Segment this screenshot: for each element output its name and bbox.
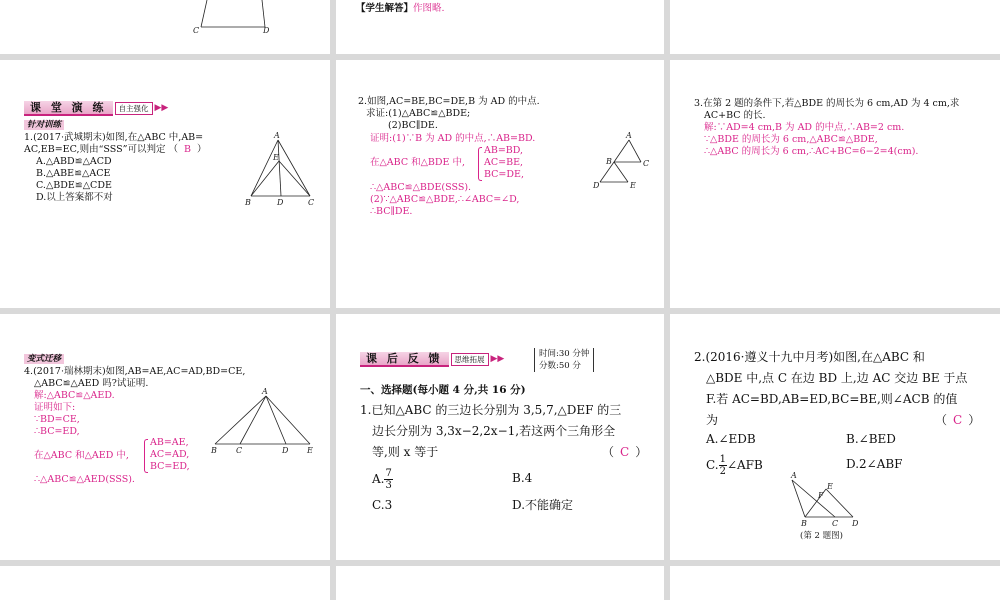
- fig-label-c: C: [643, 159, 650, 168]
- q2-option-b: B.∠BED: [846, 432, 896, 446]
- q1-option-c: C.3: [372, 498, 393, 512]
- q4-solution-3: ∵BD=CE,: [34, 414, 80, 425]
- q3-solution-3: ∴△ABC 的周长为 6 cm,∴AC+BC=6−2=4(cm).: [704, 146, 919, 157]
- fig-label-b: B: [245, 198, 251, 207]
- q4-line2: △ABC≌△AED 吗?试证明.: [34, 378, 149, 389]
- q4-cond-1: AB=AE,: [150, 437, 189, 448]
- slide-question-2-after: [670, 314, 1000, 560]
- q1-option-a: A.△ABD≌△ACD: [36, 156, 112, 167]
- fig-label-d: D: [277, 198, 284, 207]
- q1-option-d: D.以上答案都不对: [36, 192, 113, 203]
- q4-solution-4: ∴BC=ED,: [34, 426, 80, 437]
- q1-answer: B: [184, 144, 191, 155]
- option-c-prefix: C.: [706, 458, 719, 472]
- fig-label-d: D: [282, 446, 289, 455]
- q4-line1: 4.(2017·瑞林期末)如图,AB=AE,AC=AD,BD=CE,: [24, 366, 246, 377]
- slide-question-3: [670, 60, 1000, 308]
- student-answer-text: 作图略.: [413, 3, 445, 14]
- q1-figure: [0, 60, 330, 308]
- q1-option-b: B.△ABE≌△ACE: [36, 168, 111, 179]
- fig-label-c: C: [193, 26, 200, 35]
- q2-option-d: D.2∠ABF: [846, 457, 903, 471]
- q2-answer: C: [953, 413, 963, 427]
- fig-label-e: E: [827, 482, 833, 491]
- fig-label-d: D: [593, 181, 600, 190]
- q2-option-a: A.∠EDB: [706, 432, 756, 446]
- q1-line1: 1.(2017·武城期末)如图,在△ABC 中,AB=: [24, 132, 204, 143]
- slide-top-middle: [336, 0, 664, 54]
- q2-line4: 为: [706, 413, 719, 427]
- option-a-fraction: [384, 468, 392, 491]
- q2-proof-2: 在△ABC 和△BDE 中,: [370, 157, 465, 168]
- q2-line2: 求证:(1)△ABC≌△BDE;: [366, 108, 471, 119]
- fig-label-c: C: [236, 446, 243, 455]
- fig-label-e: E: [630, 181, 636, 190]
- q4-solution-1: 解:△ABC≌△AED.: [34, 390, 115, 401]
- q1-close: ）: [196, 144, 207, 155]
- time-score-box: [534, 348, 594, 372]
- top-left-figure: [0, 0, 330, 54]
- fig-label-d: D: [263, 26, 270, 35]
- q2-after-figure: [670, 314, 1000, 560]
- q2-proof-5: ∴BC∥DE.: [370, 206, 413, 217]
- q1-option-c: C.△BDE≌△CDE: [36, 180, 112, 191]
- q2-answer-bracket: （ C ）: [935, 413, 981, 427]
- heading-sub: 自主强化: [115, 102, 153, 115]
- fig-label-b: B: [211, 446, 217, 455]
- option-a-denominator: 3: [385, 480, 392, 491]
- slide-classroom-practice: [0, 60, 330, 308]
- q2-cond-3: BC=DE,: [484, 169, 524, 180]
- q2-proof-1: 证明:(1)∵B 为 AD 的中点,∴AB=BD.: [370, 133, 536, 144]
- variation-tag: 变式迁移: [24, 354, 64, 364]
- q2-line2: △BDE 中,点 C 在边 BD 上,边 AC 交边 BE 于点: [706, 371, 968, 385]
- arrow-icon: ▶▶: [490, 354, 505, 364]
- q4-figure: [0, 314, 330, 560]
- student-answer-line: [356, 3, 445, 15]
- option-c-suffix: ∠AFB: [726, 458, 763, 472]
- q3-solution-2: ∵△BDE 的周长为 6 cm,△ABC≌△BDE,: [704, 134, 878, 145]
- time-limit: 时间:30 分钟: [539, 349, 590, 359]
- q3-line2: AC+BC 的长.: [704, 110, 766, 121]
- q1-option-d: D.不能确定: [512, 498, 574, 512]
- slide-question-2: [336, 60, 664, 308]
- slide-bottom-left: [0, 566, 330, 600]
- q4-cond-2: AC=AD,: [150, 449, 190, 460]
- fig-label-a: A: [262, 387, 268, 396]
- score-total: 分数:50 分: [539, 361, 581, 371]
- q1-answer-bracket: （ C ）: [602, 445, 648, 459]
- fig-label-d: D: [852, 519, 859, 528]
- q2-proof-4: (2)∵△ABC≌△BDE,∴∠ABC=∠D,: [370, 194, 520, 205]
- q4-solution-6: ∴△ABC≌△AED(SSS).: [34, 474, 135, 485]
- q4-solution-5: 在△ABC 和△AED 中,: [34, 450, 129, 461]
- q2-line3: F.若 AC=BD,AB=ED,BC=BE,则∠ACB 的值: [706, 392, 958, 406]
- section-title: 一、选择题(每小题 4 分,共 16 分): [360, 384, 526, 396]
- q2-line3: (2)BC∥DE.: [388, 120, 438, 131]
- q2-cond-1: AB=BD,: [484, 145, 524, 156]
- figure-caption: (第 2 题图): [800, 531, 843, 541]
- fig-label-c: C: [832, 519, 839, 528]
- heading-main: 课 堂 演 练: [24, 101, 113, 116]
- q3-line1: 3.在第 2 题的条件下,若△BDE 的周长为 6 cm,AD 为 4 cm,求: [694, 98, 960, 109]
- student-answer-label: 【学生解答】: [356, 3, 414, 14]
- heading-main: 课 后 反 馈: [360, 352, 449, 367]
- q4-cond-3: BC=ED,: [150, 461, 190, 472]
- slide-bottom-right: [670, 566, 1000, 600]
- q4-solution-2: 证明如下:: [34, 402, 76, 413]
- section-heading: [360, 352, 504, 366]
- fig-label-e: E: [273, 153, 279, 162]
- option-c-denominator: 2: [719, 466, 726, 477]
- q1-line2-text: AC,EB=EC,则由“SSS”可以判定 （: [24, 144, 178, 155]
- fig-label-b: B: [801, 519, 807, 528]
- practice-tag: 针对训练: [24, 120, 64, 130]
- slide-variation: [0, 314, 330, 560]
- q1-answer: C: [620, 445, 630, 459]
- q2-line1: 2.如图,AC=BE,BC=DE,B 为 AD 的中点.: [358, 96, 540, 107]
- fig-label-f: F: [818, 491, 824, 500]
- q2-proof-3: ∴△ABC≌△BDE(SSS).: [370, 182, 472, 193]
- option-c-numerator: 1: [719, 454, 726, 465]
- q1-line1: 1.已知△ABC 的三边长分别为 3,5,7,△DEF 的三: [360, 403, 622, 417]
- fig-label-c: C: [308, 198, 315, 207]
- q3-solution-1: 解:∵AD=4 cm,B 为 AD 的中点,∴AB=2 cm.: [704, 122, 905, 133]
- q2-line1: 2.(2016·遵义十九中月考)如图,在△ABC 和: [694, 350, 925, 364]
- fig-label-a: A: [274, 131, 280, 140]
- fig-label-a: A: [791, 471, 797, 480]
- option-a-prefix: A.: [372, 472, 385, 486]
- q1-option-b: B.4: [512, 471, 533, 485]
- q1-line3: 等,则 x 等于: [372, 445, 439, 459]
- slide-top-right: [670, 0, 1000, 54]
- slide-after-class: [336, 314, 664, 560]
- heading-sub: 思维拓展: [451, 353, 489, 366]
- q2-figure: [336, 60, 664, 308]
- q1-option-a: [372, 468, 393, 491]
- slide-top-left: [0, 0, 330, 54]
- slide-bottom-middle: [336, 566, 664, 600]
- arrow-icon: ▶▶: [154, 103, 169, 113]
- q2-cond-2: AC=BE,: [484, 157, 524, 168]
- option-a-numerator: 7: [385, 468, 392, 479]
- q1-line2: 边长分别为 3,3x−2,2x−1,若这两个三角形全: [372, 424, 616, 438]
- fig-label-e: E: [307, 446, 313, 455]
- fig-label-b: B: [606, 157, 612, 166]
- fig-label-a: A: [626, 131, 632, 140]
